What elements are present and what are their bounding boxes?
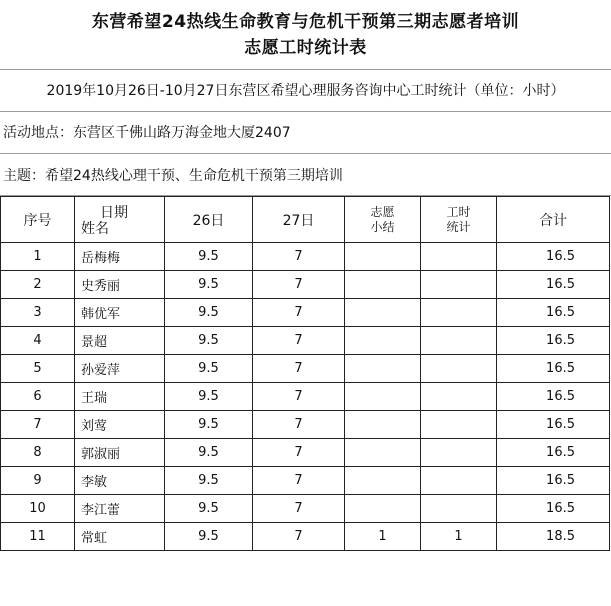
header-summary-bottom: 小结 [370,219,395,234]
cell-day26: 9.5 [165,495,253,523]
header-summary-top: 志愿 [370,204,395,219]
cell-name: 刘莺 [75,411,165,439]
cell-seq: 8 [1,439,75,467]
cell-seq: 11 [1,523,75,551]
topic-line: 主题：希望24热线心理干预、生命危机干预第三期培训 [0,154,611,196]
cell-summary [345,495,421,523]
header-day27: 27日 [253,197,345,243]
cell-day27: 7 [253,271,345,299]
cell-stats [421,467,497,495]
cell-day26: 9.5 [165,439,253,467]
header-summary [345,197,421,243]
table-row [1,355,610,383]
cell-day26: 9.5 [165,411,253,439]
cell-summary: 1 [345,523,421,551]
cell-day27: 7 [253,243,345,271]
header-day26: 26日 [165,197,253,243]
cell-stats [421,355,497,383]
header-stats-bottom: 统计 [446,219,471,234]
table-row [1,411,610,439]
cell-day26: 9.5 [165,299,253,327]
cell-seq: 6 [1,383,75,411]
cell-seq: 4 [1,327,75,355]
cell-summary [345,467,421,495]
cell-name: 史秀丽 [75,271,165,299]
document-title [0,0,611,70]
cell-day26: 9.5 [165,523,253,551]
cell-total: 18.5 [497,523,610,551]
cell-day27: 7 [253,327,345,355]
table-row [1,299,610,327]
work-hours-table [0,196,610,551]
cell-stats [421,299,497,327]
cell-day27: 7 [253,299,345,327]
header-name: 姓名 [81,221,109,237]
cell-summary [345,299,421,327]
cell-name: 景超 [75,327,165,355]
cell-stats [421,327,497,355]
cell-name: 王瑞 [75,383,165,411]
cell-seq: 1 [1,243,75,271]
title-line-1: 东营希望24热线生命教育与危机干预第三期志愿者培训 [91,12,520,32]
cell-name: 郭淑丽 [75,439,165,467]
cell-total: 16.5 [497,299,610,327]
cell-total: 16.5 [497,383,610,411]
table-row [1,467,610,495]
cell-stats [421,495,497,523]
cell-total: 16.5 [497,271,610,299]
cell-total: 16.5 [497,327,610,355]
cell-name: 孙爱萍 [75,355,165,383]
cell-day27: 7 [253,355,345,383]
cell-summary [345,439,421,467]
cell-total: 16.5 [497,467,610,495]
cell-stats [421,439,497,467]
cell-day27: 7 [253,467,345,495]
header-total: 合计 [497,197,610,243]
date-range-line: 2019年10月26日-10月27日东营区希望心理服务咨询中心工时统计（单位：小时） [0,70,611,112]
cell-seq: 2 [1,271,75,299]
cell-day27: 7 [253,495,345,523]
table-row [1,327,610,355]
cell-day27: 7 [253,439,345,467]
cell-stats [421,243,497,271]
cell-summary [345,355,421,383]
cell-name: 岳梅梅 [75,243,165,271]
cell-summary [345,271,421,299]
cell-total: 16.5 [497,243,610,271]
cell-summary [345,327,421,355]
cell-name: 常虹 [75,523,165,551]
cell-day26: 9.5 [165,467,253,495]
cell-day26: 9.5 [165,243,253,271]
table-row [1,243,610,271]
table-row [1,495,610,523]
header-date: 日期 [100,205,128,221]
table-header-row [1,197,610,243]
title-line-2: 志愿工时统计表 [244,38,367,58]
cell-day27: 7 [253,411,345,439]
cell-seq: 7 [1,411,75,439]
cell-name: 韩优军 [75,299,165,327]
table-row [1,383,610,411]
table-row [1,271,610,299]
cell-summary [345,411,421,439]
header-seq: 序号 [1,197,75,243]
venue-line: 活动地点：东营区千佛山路万海金地大厦2407 [0,112,611,154]
cell-stats: 1 [421,523,497,551]
cell-total: 16.5 [497,411,610,439]
cell-total: 16.5 [497,439,610,467]
cell-day26: 9.5 [165,355,253,383]
cell-day26: 9.5 [165,271,253,299]
header-stats [421,197,497,243]
cell-summary [345,383,421,411]
table-row [1,523,610,551]
cell-day26: 9.5 [165,383,253,411]
cell-day27: 7 [253,523,345,551]
cell-name: 李江蕾 [75,495,165,523]
cell-day27: 7 [253,383,345,411]
cell-stats [421,383,497,411]
cell-seq: 10 [1,495,75,523]
cell-summary [345,243,421,271]
cell-stats [421,411,497,439]
cell-total: 16.5 [497,495,610,523]
cell-seq: 9 [1,467,75,495]
cell-day26: 9.5 [165,327,253,355]
cell-seq: 3 [1,299,75,327]
cell-name: 李敏 [75,467,165,495]
header-date-name [75,197,165,243]
header-stats-top: 工时 [446,204,471,219]
cell-total: 16.5 [497,355,610,383]
cell-seq: 5 [1,355,75,383]
table-row [1,439,610,467]
cell-stats [421,271,497,299]
